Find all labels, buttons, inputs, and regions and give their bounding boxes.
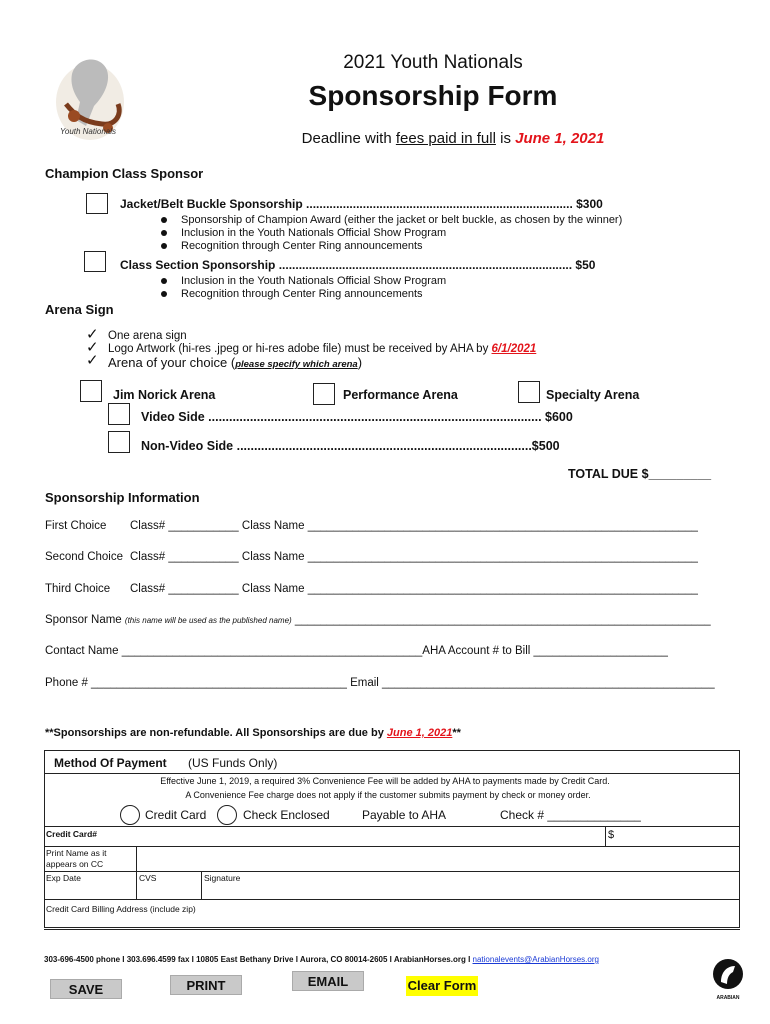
third-choice-label: Third Choice (45, 583, 111, 595)
section-checkbox[interactable] (84, 251, 106, 272)
logo-text: Youth Nationals (59, 127, 117, 136)
billing-address-field[interactable]: Credit Card Billing Address (include zip) (44, 900, 740, 930)
deadline: Deadline with fees paid in full is June 1, 2021 (301, 130, 605, 147)
signature-field[interactable]: Signature (202, 872, 741, 900)
arena-item: ✓ One arena sign (108, 330, 187, 343)
deadline-fees: fees paid in full (395, 130, 496, 147)
total-due: TOTAL DUE $_________ (568, 467, 712, 481)
fee-line-2: A Convenience Fee charge does not apply if the customer submits payment by check or money order. (185, 790, 591, 800)
exp-date-field[interactable]: Exp Date (44, 872, 137, 900)
credit-card-table (44, 826, 740, 930)
performance-label: Performance Arena (343, 388, 458, 402)
arena-choice-note: please specify which arena (235, 359, 358, 370)
phone-email-field[interactable]: Phone # ________________________________________ Email ____________________________________________________ (45, 677, 715, 689)
footer-contact: 303-696-4500 phone I 303.696.4599 fax I 10805 East Bethany Drive I Aurora, CO 80014-2605 I ArabianHorses.org I nationalevents@ArabianHorses.org (44, 955, 599, 964)
payment-subtitle: (US Funds Only) (188, 756, 278, 770)
payable-label: Payable to AHA (362, 808, 447, 822)
form-title: Sponsorship Form (308, 80, 558, 111)
print-name-label: Print Name as it appears on CC (44, 847, 137, 872)
performance-checkbox[interactable] (313, 383, 335, 405)
jacket-label: Jacket/Belt Buckle Sponsorship ................................................................................ $300 (120, 197, 603, 211)
horse-head-icon (711, 958, 745, 990)
year-title: 2021 Youth Nationals (343, 52, 523, 73)
check-enclosed-label: Check Enclosed (243, 808, 330, 822)
specialty-label: Specialty Arena (546, 388, 640, 402)
print-name-field[interactable] (137, 847, 741, 872)
jacket-bullet: Recognition through Center Ring announcements (181, 240, 423, 252)
contact-name-field[interactable]: Contact Name _______________________________________________AHA Account # to Bill _____________________ (45, 645, 668, 657)
section-label: Class Section Sponsorship ........................................................................................ $50 (120, 258, 596, 272)
jacket-checkbox[interactable] (86, 193, 108, 214)
champion-heading: Champion Class Sponsor (45, 166, 204, 181)
arena-heading: Arena Sign (45, 302, 114, 317)
save-button[interactable]: SAVE (50, 979, 122, 999)
arena-item: ✓ Logo Artwork (hi-res .jpeg or hi-res adobe file) must be received by AHA by 6/1/2021 (108, 343, 536, 356)
fee-line-1: Effective June 1, 2019, a required 3% Convenience Fee will be added by AHA to payments made by Credit Card. (160, 776, 610, 786)
print-button[interactable]: PRINT (170, 975, 242, 995)
jacket-bullet: Sponsorship of Champion Award (either the jacket or belt buckle, as chosen by the winner) (181, 214, 623, 226)
specialty-checkbox[interactable] (518, 381, 540, 403)
aha-logo (708, 958, 748, 1002)
amount-field[interactable]: $ (606, 827, 741, 847)
section-bullet: Recognition through Center Ring announcements (181, 288, 423, 300)
footer-email-link[interactable]: nationalevents@ArabianHorses.org (472, 955, 599, 964)
check-enclosed-radio[interactable] (217, 805, 237, 825)
sponsor-name-note: (this name will be used as the published name) (124, 616, 292, 625)
first-choice-label: First Choice (45, 520, 107, 532)
first-choice-fields[interactable]: Class# ___________ Class Name _____________________________________________________________ (130, 520, 698, 532)
non-video-side-checkbox[interactable] (108, 431, 130, 453)
jacket-bullet: Inclusion in the Youth Nationals Official Show Program (181, 227, 447, 239)
second-choice-fields[interactable]: Class# ___________ Class Name _____________________________________________________________ (130, 551, 698, 563)
arena-item: ✓ Arena of your choice (please specify which arena) (108, 356, 362, 371)
video-side-label: Video Side ................................................................................................ $600 (141, 410, 573, 424)
cvs-field[interactable]: CVS (137, 872, 202, 900)
credit-card-number-field[interactable]: Credit Card# (44, 827, 606, 847)
email-button[interactable]: EMAIL (292, 971, 364, 991)
credit-card-label: Credit Card (145, 808, 207, 822)
non-video-side-label: Non-Video Side .....................................................................................$500 (141, 439, 560, 453)
check-number-field[interactable]: Check # ______________ (500, 808, 641, 822)
refund-notice: **Sponsorships are non-refundable. All Sponsorships are due by June 1, 2021** (45, 727, 461, 739)
info-heading: Sponsorship Information (45, 490, 200, 505)
sponsor-name-field[interactable]: Sponsor Name (this name will be used as the published name) _________________________________________________________________ (45, 614, 711, 626)
jim-norick-checkbox[interactable] (80, 380, 102, 402)
notice-date: June 1, 2021 (386, 727, 453, 739)
credit-card-radio[interactable] (120, 805, 140, 825)
jim-norick-label: Jim Norick Arena (113, 388, 216, 402)
logo-deadline: 6/1/2021 (491, 343, 537, 355)
payment-title: Method Of Payment (54, 756, 167, 770)
third-choice-fields[interactable]: Class# ___________ Class Name _____________________________________________________________ (130, 583, 698, 595)
video-side-checkbox[interactable] (108, 403, 130, 425)
clear-form-button[interactable]: Clear Form (406, 976, 478, 996)
second-choice-label: Second Choice (45, 551, 123, 563)
section-bullet: Inclusion in the Youth Nationals Official Show Program (181, 275, 447, 287)
aha-logo-text: ARABIAN (716, 995, 740, 1001)
deadline-date: June 1, 2021 (515, 130, 605, 147)
